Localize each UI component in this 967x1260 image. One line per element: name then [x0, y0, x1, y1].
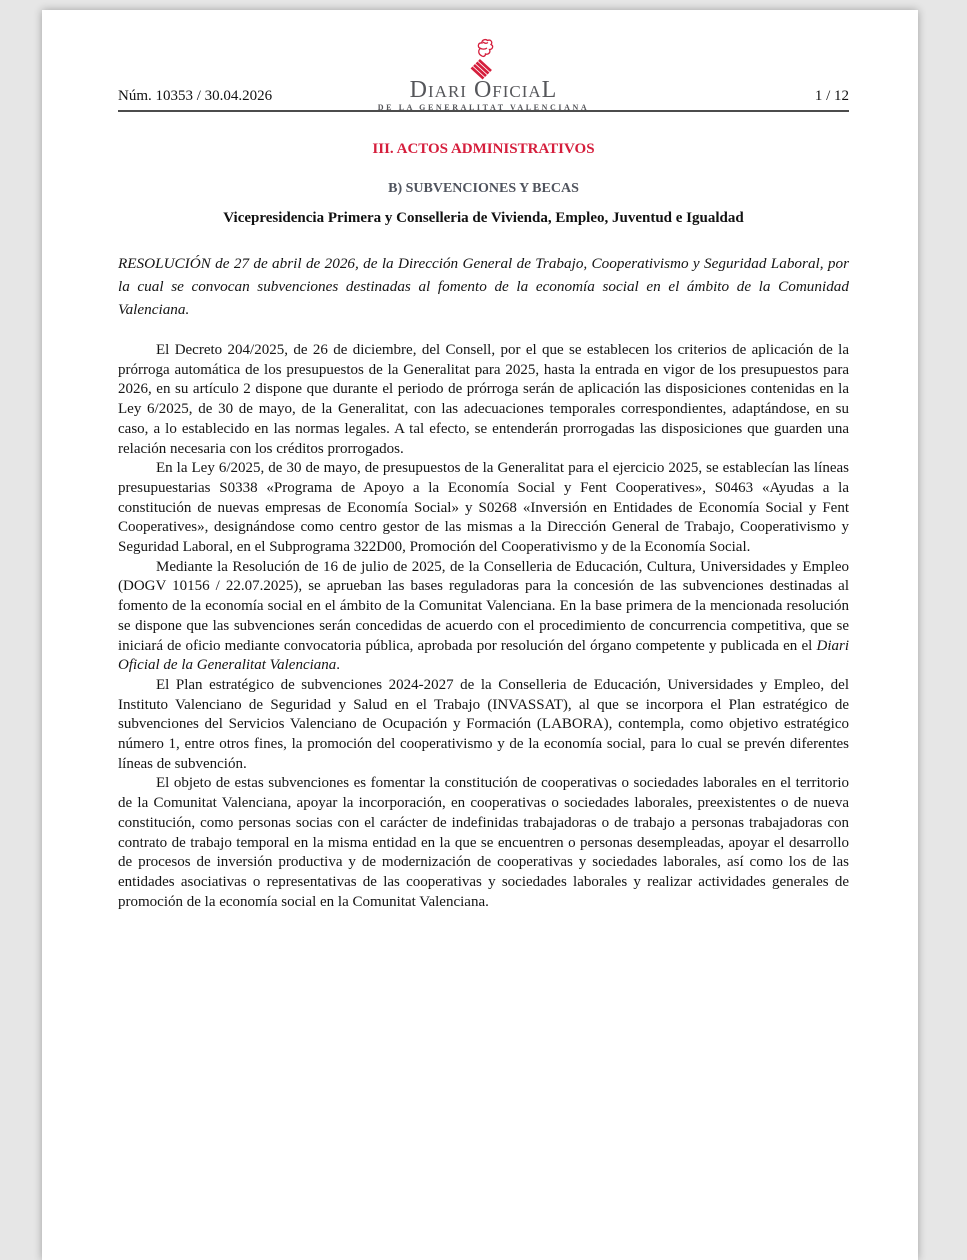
masthead-title: Diari OficiaL [409, 77, 558, 103]
body-paragraph [118, 558, 849, 676]
paragraph-text: . [336, 657, 341, 674]
body-paragraph [118, 459, 849, 558]
paragraph-text: En la Ley 6/2025, de 30 de mayo, de presupuestos de la Generalitat para el ejercicio 2025, se establecían las líneas presupuestarias S0338 «Programa de Apoyo a la Economía Social y Fent Cooperatives», S0463 «Ayudas a la constitución de nuevas empresas de Economía Social» y S0268 «Inversión en Entidades de Economía Social y Fent Cooperatives», designándose como centro gestor de las mismas a la Dirección General de Trabajo, Cooperativismo y Seguridad Laboral, en el Subprograma 322D00, Promoción del Cooperativismo y de la Economía Social. [118, 460, 849, 556]
authority-heading: Vicepresidencia Primera y Conselleria de Vivienda, Empleo, Juventud e Igualdad [223, 210, 744, 226]
body-text [118, 341, 849, 912]
issue-number: Núm. 10353 / 30.04.2026 [118, 88, 273, 104]
paragraph-text: Mediante la Resolución de 16 de julio de 2025, de la Conselleria de Educación, Cultura, Universidades y Empleo (DOGV 10156 / 22.07.2025), se aprueban las bases reguladoras para la concesión de las subvenciones destinadas al fomento de la economía social en el ámbito de la Comunitat Valenciana. En la base primera de la mencionada resolución se dispone que las subvenciones serán concedidas de acuerdo con el procedimiento de concurrencia competitiva, que se iniciará de oficio mediante convocatoria pública, aprobada por resolución del órgano competente y publicada en el [118, 558, 849, 654]
document-header [118, 10, 849, 112]
italic-citation: Diari Oficial de la Generalitat Valenciana [118, 637, 849, 674]
document-page [42, 10, 918, 1260]
paragraph-text: El Plan estratégico de subvenciones 2024-2027 de la Conselleria de Educación, Universidades y Empleo, del Instituto Valenciano de Seguridad y Salud en el Trabajo (INVASSAT), al que se incorpora el Plan estratégico de subvenciones del Servicios Valenciano de Ocupación y Formación (LABORA), contempla, como objetivo estratégico número 1, entre otros fines, la promoción del cooperativismo y de la economía social, para lo cual se prevén diferentes líneas de subvención. [118, 676, 849, 772]
page-number-indicator: 1 / 12 [814, 88, 849, 104]
generalitat-valenciana-emblem-icon [467, 34, 501, 80]
resolution-intro: RESOLUCIÓN de 27 de abril de 2026, de la Dirección General de Trabajo, Cooperativismo y Seguridad Laboral, por la cual se convocan subvenciones destinadas al fomento de la economía social en el ámbito de la Comunidad Valenciana. [118, 255, 849, 318]
masthead-subtitle: DE LA GENERALITAT VALENCIANA [377, 103, 590, 112]
body-paragraph [118, 774, 849, 912]
body-paragraph [118, 676, 849, 775]
page-content [118, 10, 849, 912]
body-paragraph [118, 341, 849, 459]
paragraph-text: El Decreto 204/2025, de 26 de diciembre, del Consell, por el que se establecen los criterios de aplicación de la prórroga automática de los presupuestos de la Generalitat para 2025, hasta la entrada en vigor de los presupuestos para 2026, en su artículo 2 dispone que durante el periodo de prórroga serán de aplicación las disposiciones contenidas en la Ley 6/2025, de 30 de mayo, de la Generalitat, con las adecuaciones temporales correspondientes, adaptándose, en su caso, a lo establecido en las normas legales. A tal efecto, se entenderán prorrogadas las disposiciones que guarden una relación necesaria con los créditos prorrogados. [118, 342, 849, 457]
paragraph-text: El objeto de estas subvenciones es fomentar la constitución de cooperativas o sociedades laborales en el territorio de la Comunitat Valenciana, apoyar la incorporación, en cooperativas o sociedades laborales, preexistentes o de nueva constitución, como personas socias con el carácter de indefinidas trabajadoras o de trabajo a personas trabajadoras con contrato de trabajo temporal en la misma entidad en la que se encuentren o personas desempleadas, apoyar el desarrollo de procesos de inversión productiva y de modernización de cooperativas y sociedades laborales, así como los de las entidades asociativas o representativas de las cooperativas y sociedades laborales y realizar actividades generales de promoción de la economía social en la Comunitat Valenciana. [118, 775, 849, 910]
subsection-heading: B) SUBVENCIONES Y BECAS [388, 181, 579, 196]
section-heading: III. ACTOS ADMINISTRATIVOS [372, 141, 595, 157]
